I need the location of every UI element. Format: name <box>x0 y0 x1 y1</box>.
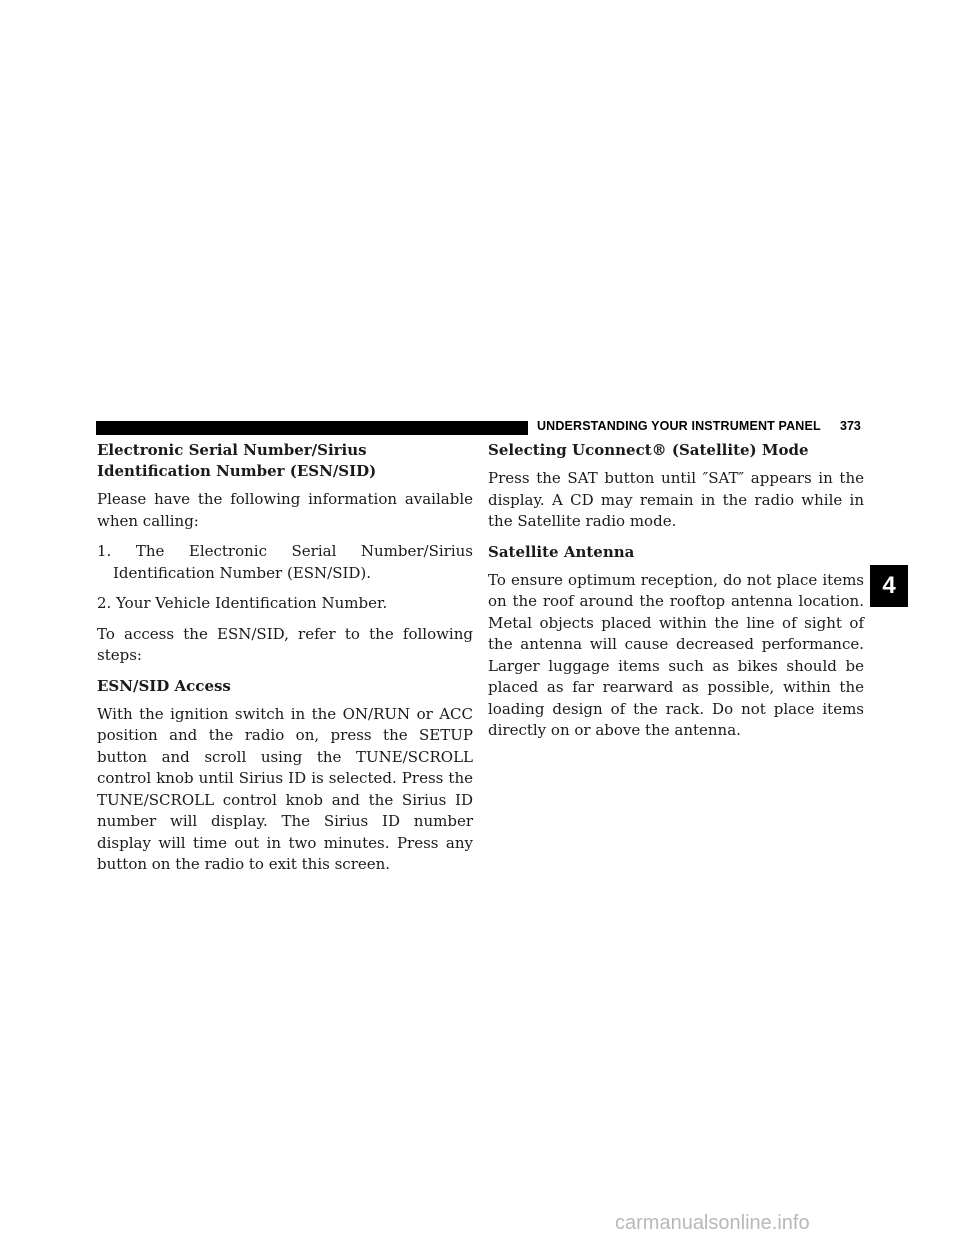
header-bar <box>96 421 528 435</box>
chapter-tab: 4 <box>870 565 908 607</box>
section-title: UNDERSTANDING YOUR INSTRUMENT PANEL <box>537 419 821 433</box>
left-column <box>97 440 473 885</box>
satellite-mode-paragraph: Press the SAT button until ″SAT″ appears in the display. A CD may remain in the radio while in the Satellite radio mode. <box>488 469 864 530</box>
right-column <box>488 440 864 751</box>
esn-sid-heading: Electronic Serial Number/Sirius Identification Number (ESN/SID) <box>97 441 377 480</box>
info-paragraph: Please have the following information available when calling: <box>97 490 473 530</box>
list-item: 2. Your Vehicle Identification Number. <box>97 594 388 612</box>
access-instructions-paragraph: With the ignition switch in the ON/RUN or ACC position and the radio on, press the SETUP button and scroll using the TUNE/SCROLL control knob until Sirius ID is selected. Press the TUNE/SCROLL control knob and the Sirius ID number will display. The Sirius ID number display will time out in two minutes. Press any button on the radio to exit this screen. <box>97 704 473 873</box>
satellite-antenna-heading: Satellite Antenna <box>488 542 635 561</box>
esn-sid-access-heading: ESN/SID Access <box>97 676 231 695</box>
satellite-mode-heading: Selecting Uconnect® (Satellite) Mode <box>488 441 809 459</box>
list-item: 1. The Electronic Serial Number/Sirius Identification Number (ESN/SID). <box>97 542 473 582</box>
antenna-paragraph: To ensure optimum reception, do not place items on the roof around the rooftop antenna location. Metal objects placed within the line of sight of the antenna will cause decreased performance. Larger luggage items such as bikes should be placed as far rearward as possible, within the loading design of the rack. Do not place items directly on or above the antenna. <box>488 570 864 739</box>
watermark: carmanualsonline.info <box>615 1212 810 1234</box>
page-number: 373 <box>840 419 861 433</box>
steps-intro-paragraph: To access the ESN/SID, refer to the following steps: <box>97 624 473 664</box>
